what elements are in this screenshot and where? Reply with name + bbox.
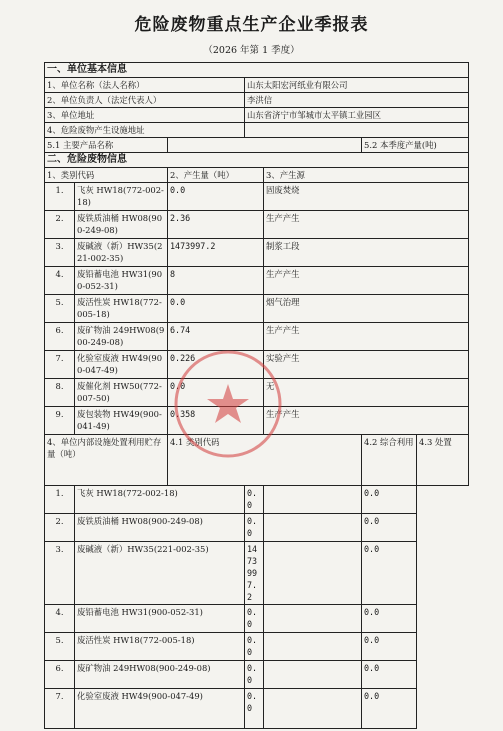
storage-use: 0.0 — [245, 633, 264, 661]
storage-header-code: 4.1 类别代码 — [168, 435, 362, 486]
info-row — [45, 78, 469, 93]
waste-amount: 0.226 — [168, 351, 264, 379]
storage-no: 1. — [45, 486, 75, 514]
storage-code: 化验室废液 HW49(900-047-49) — [75, 689, 245, 729]
storage-use: 1473997.2 — [245, 542, 264, 605]
storage-dispose — [264, 486, 362, 514]
storage-dispose — [264, 514, 362, 542]
info-row — [45, 93, 469, 108]
page-subtitle: （2026 年第 1 季度） — [203, 45, 300, 56]
waste-amount: 6.74 — [168, 323, 264, 351]
output-label: 5.2 本季度产量(吨) — [362, 138, 469, 153]
waste-row — [45, 239, 469, 267]
info-row — [45, 123, 469, 138]
waste-row — [45, 407, 469, 435]
storage-store: 0.0 — [362, 633, 417, 661]
waste-source: 无 — [264, 379, 469, 407]
storage-dispose — [264, 542, 362, 605]
storage-store: 0.0 — [362, 661, 417, 689]
storage-row — [45, 689, 469, 729]
waste-no: 4. — [45, 267, 75, 295]
storage-dispose — [264, 633, 362, 661]
waste-source: 烟气治理 — [264, 295, 469, 323]
storage-dispose — [264, 605, 362, 633]
storage-no: 4. — [45, 605, 75, 633]
waste-amount: 0.358 — [168, 407, 264, 435]
storage-store: 0.0 — [362, 689, 417, 729]
storage-code: 飞灰 HW18(772-002-18) — [75, 486, 245, 514]
storage-header-dispose: 4.3 处置 — [417, 435, 469, 486]
waste-row — [45, 379, 469, 407]
waste-source: 生产产生 — [264, 323, 469, 351]
info-label: 3、单位地址 — [45, 108, 245, 123]
header-code: 1、类别代码 — [45, 168, 168, 183]
storage-no: 2. — [45, 514, 75, 542]
storage-row — [45, 486, 469, 514]
info-label: 4、危险废物产生设施地址 — [45, 123, 245, 138]
storage-row — [45, 633, 469, 661]
storage-code: 废铁质油桶 HW08(900-249-08) — [75, 514, 245, 542]
waste-amount: 0.0 — [168, 295, 264, 323]
waste-no: 5. — [45, 295, 75, 323]
waste-code: 废矿物油 249HW08(900-249-08) — [75, 323, 168, 351]
waste-no: 6. — [45, 323, 75, 351]
waste-code: 废铅蓄电池 HW31(900-052-31) — [75, 267, 168, 295]
storage-header-use: 4.2 综合利用 — [362, 435, 417, 486]
waste-source: 制浆工段 — [264, 239, 469, 267]
info-value: 山东太阳宏河纸业有限公司 — [245, 78, 469, 93]
section2-heading: 二、危险废物信息 — [45, 153, 469, 168]
info-row — [45, 108, 469, 123]
storage-store: 0.0 — [362, 486, 417, 514]
waste-no: 2. — [45, 211, 75, 239]
waste-no: 3. — [45, 239, 75, 267]
storage-store: 0.0 — [362, 514, 417, 542]
waste-amount: 1473997.2 — [168, 239, 264, 267]
storage-label: 4、单位内部设施处置利用贮存量（吨） — [45, 435, 168, 486]
storage-no: 5. — [45, 633, 75, 661]
waste-row — [45, 351, 469, 379]
page-title: 危险废物重点生产企业季报表 — [134, 15, 369, 35]
storage-code: 废碱液（新）HW35(221-002-35) — [75, 542, 245, 605]
waste-row — [45, 323, 469, 351]
info-value — [245, 123, 469, 138]
waste-code: 废碱液（新）HW35(221-002-35) — [75, 239, 168, 267]
storage-code: 废铅蓄电池 HW31(900-052-31) — [75, 605, 245, 633]
storage-dispose — [264, 661, 362, 689]
waste-code: 废催化剂 HW50(772-007-50) — [75, 379, 168, 407]
waste-no: 9. — [45, 407, 75, 435]
waste-source: 生产产生 — [264, 267, 469, 295]
storage-row — [45, 542, 469, 605]
basic-info-table — [44, 62, 469, 729]
storage-store: 0.0 — [362, 605, 417, 633]
waste-amount: 8 — [168, 267, 264, 295]
waste-no: 7. — [45, 351, 75, 379]
waste-code: 废活性炭 HW18(772-005-18) — [75, 295, 168, 323]
storage-no: 3. — [45, 542, 75, 605]
storage-dispose — [264, 689, 362, 729]
header-source: 3、产生源 — [264, 168, 469, 183]
report-grid — [44, 62, 468, 729]
waste-source: 生产产生 — [264, 407, 469, 435]
waste-amount: 0.0 — [168, 379, 264, 407]
storage-header-row — [45, 435, 469, 486]
waste-row — [45, 295, 469, 323]
info-value: 李洪信 — [245, 93, 469, 108]
waste-amount: 2.36 — [168, 211, 264, 239]
waste-source: 固废焚烧 — [264, 183, 469, 211]
waste-row — [45, 211, 469, 239]
storage-row — [45, 514, 469, 542]
waste-code: 化验室废液 HW49(900-047-49) — [75, 351, 168, 379]
product-row — [45, 138, 469, 153]
waste-row — [45, 267, 469, 295]
storage-no: 7. — [45, 689, 75, 729]
storage-use: 0.0 — [245, 689, 264, 729]
storage-code: 废活性炭 HW18(772-005-18) — [75, 633, 245, 661]
waste-no: 1. — [45, 183, 75, 211]
storage-use: 0.0 — [245, 486, 264, 514]
waste-no: 8. — [45, 379, 75, 407]
product-label: 5.1 主要产品名称 — [45, 138, 168, 153]
waste-code: 飞灰 HW18(772-002-18) — [75, 183, 168, 211]
waste-code: 废包装物 HW49(900-041-49) — [75, 407, 168, 435]
header-amount: 2、产生量（吨） — [168, 168, 264, 183]
storage-use: 0.0 — [245, 661, 264, 689]
section1-heading: 一、单位基本信息 — [45, 63, 469, 78]
info-label: 2、单位负责人（法定代表人） — [45, 93, 245, 108]
waste-row — [45, 183, 469, 211]
storage-use: 0.0 — [245, 514, 264, 542]
storage-store: 0.0 — [362, 542, 417, 605]
storage-use: 0.0 — [245, 605, 264, 633]
product-value — [168, 138, 362, 153]
waste-source: 实验产生 — [264, 351, 469, 379]
waste-code: 废铁质油桶 HW08(900-249-08) — [75, 211, 168, 239]
storage-row — [45, 605, 469, 633]
info-value: 山东省济宁市邹城市太平镇工业园区 — [245, 108, 469, 123]
waste-header-row — [45, 168, 469, 183]
storage-code: 废矿物油 249HW08(900-249-08) — [75, 661, 245, 689]
info-label: 1、单位名称（法人名称） — [45, 78, 245, 93]
waste-source: 生产产生 — [264, 211, 469, 239]
storage-no: 6. — [45, 661, 75, 689]
waste-amount: 0.0 — [168, 183, 264, 211]
storage-row — [45, 661, 469, 689]
